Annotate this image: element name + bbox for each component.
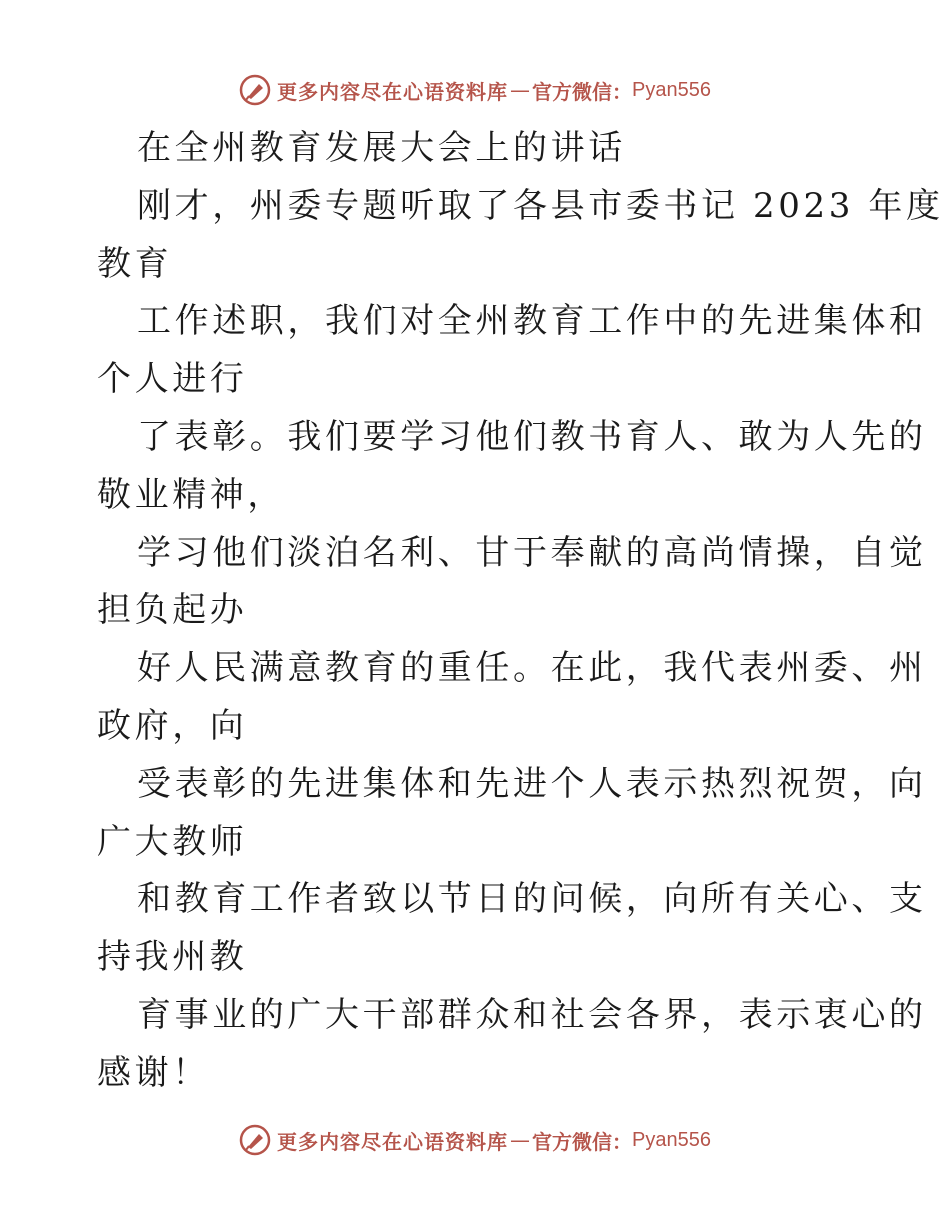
document-body <box>97 120 944 1103</box>
paragraph-line: 个人进行 <box>97 359 248 400</box>
paragraph-line: 敬业精神， <box>97 474 285 515</box>
watermark-text: 更多内容尽在心语资料库 <box>277 79 509 104</box>
footer-watermark <box>0 1120 950 1160</box>
watermark-text: 更多内容尽在心语资料库 <box>277 1129 509 1154</box>
watermark-contact: 官方微信： <box>532 79 633 104</box>
paragraph-line: 和教育工作者致以节日的问候，向所有关心、支 <box>137 879 927 920</box>
paragraph-line: 感谢！ <box>97 1052 210 1093</box>
document-title: 在全州教育发展大会上的讲话 <box>137 128 626 168</box>
paragraph-line: 受表彰的先进集体和先进个人表示热烈祝贺，向 <box>137 763 927 804</box>
watermark-id: Pyan556 <box>632 1128 711 1151</box>
watermark-separator: — <box>510 78 531 102</box>
paragraph-line: 教育 <box>97 243 173 284</box>
paragraph-line: 育事业的广大干部群众和社会各界，表示衷心的 <box>137 994 927 1035</box>
watermark-separator: — <box>510 1128 531 1152</box>
paragraph-line: 持我州教 <box>97 937 248 978</box>
watermark-id: Pyan556 <box>632 78 711 101</box>
paragraph-line: 好人民满意教育的重任。在此，我代表州委、州 <box>137 648 927 689</box>
header-watermark <box>0 70 950 110</box>
paragraph-line: 工作述职，我们对全州教育工作中的先进集体和 <box>137 301 927 342</box>
paragraph-line: 政府，向 <box>97 705 248 746</box>
paragraph-line: 担负起办 <box>97 590 248 631</box>
watermark-contact: 官方微信： <box>532 1129 633 1154</box>
pen-nib-logo-icon <box>239 1124 271 1156</box>
pen-nib-logo-icon <box>239 74 271 106</box>
paragraph-line: 广大教师 <box>97 821 248 862</box>
paragraph-line: 了表彰。我们要学习他们教书育人、敢为人先的 <box>137 416 927 457</box>
paragraph-line: 刚才，州委专题听取了各县市委书记 2023 年度 <box>137 185 944 226</box>
paragraph-line: 学习他们淡泊名利、甘于奉献的高尚情操，自觉 <box>137 532 927 573</box>
